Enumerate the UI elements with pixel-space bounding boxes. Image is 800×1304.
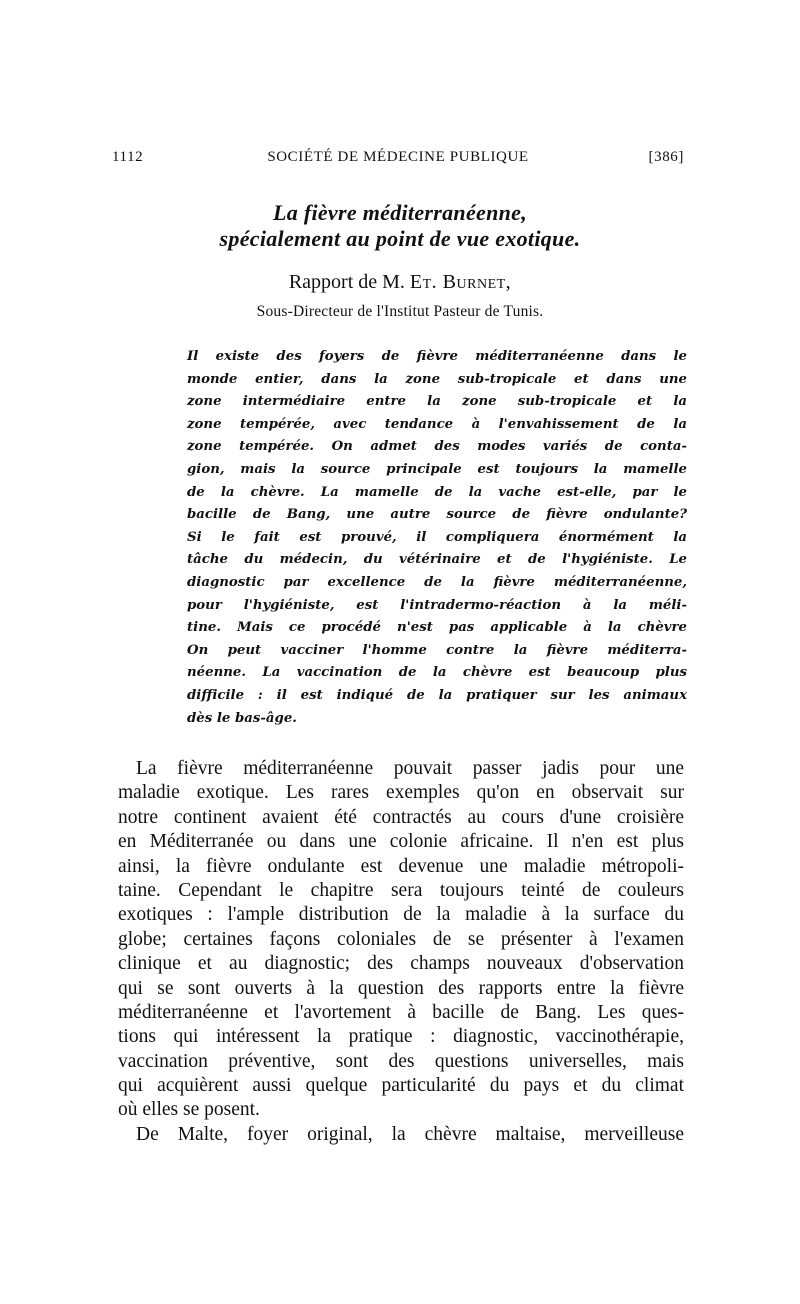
abstract-line: monde entier, dans la zone sub-tropicale et dans une xyxy=(187,371,687,387)
abstract-line: néenne. La vaccination de la chèvre est beaucoup plus xyxy=(187,665,687,681)
body-line: De Malte, foyer original, la chèvre maltaise, merveilleuse xyxy=(136,1123,684,1145)
body-line: globe; certaines façons coloniales de se présenter à l'examen xyxy=(118,928,684,950)
abstract-line: gion, mais la source principale est toujours la mamelle xyxy=(187,461,687,477)
abstract-line: pour l'hygiéniste, est l'intradermo-réaction à la méli- xyxy=(187,597,687,613)
abstract-line: bacille de Bang, une autre source de fièvre ondulante? xyxy=(187,507,687,523)
body-line: en Méditerranée ou dans une colonie africaine. Il n'en est plus xyxy=(118,831,684,853)
body-line: maladie exotique. Les rares exemples qu'on en observait sur xyxy=(118,782,684,804)
author-name: Et. Burnet, xyxy=(409,271,512,293)
abstract-line: On peut vacciner l'homme contre la fièvre méditerra- xyxy=(187,642,687,658)
byline xyxy=(100,269,700,295)
body-line: vaccination préventive, sont des questions universelles, mais xyxy=(118,1050,684,1072)
abstract-line: dès le bas-âge. xyxy=(187,710,297,726)
body-line: taine. Cependant le chapitre sera toujours teinté de couleurs xyxy=(118,879,684,901)
body-line: méditerranéenne et l'avortement à bacille de Bang. Les ques- xyxy=(118,1001,684,1023)
body-line: tions qui intéressent la pratique : diagnostic, vaccinothérapie, xyxy=(118,1026,684,1048)
abstract-line: de la chèvre. La mamelle de la vache est-elle, par le xyxy=(187,484,687,500)
body-line: notre continent avaient été contractés au cours d'une croisière xyxy=(118,806,684,828)
body-line: exotiques : l'ample distribution de la maladie à la surface du xyxy=(118,904,684,926)
abstract-line: difficile : il est indiqué de la pratiquer sur les animaux xyxy=(187,687,687,703)
abstract-line: zone tempérée. On admet des modes variés de conta- xyxy=(187,439,687,455)
abstract-line: tine. Mais ce procédé n'est pas applicable à la chèvre xyxy=(187,620,687,636)
body-line: La fièvre méditerranéenne pouvait passer jadis pour une xyxy=(136,758,684,779)
body-text xyxy=(118,757,684,1147)
body-line: où elles se posent. xyxy=(118,1099,260,1121)
abstract-line: zone intermédiaire entre la zone sub-tropicale et la xyxy=(187,394,687,410)
article-title-line-2: spécialement au point de vue exotique. xyxy=(219,226,581,251)
byline-prefix: Rapport de M. xyxy=(288,271,410,293)
article-title-line-1: La fièvre méditerranéenne, xyxy=(272,200,528,225)
abstract-line: zone tempérée, avec tendance à l'envahissement de la xyxy=(187,416,687,432)
abstract-line: Si le fait est prouvé, il compliquera énormément la xyxy=(187,529,687,545)
body-line: clinique et au diagnostic; des champs nouveaux d'observation xyxy=(118,953,684,975)
abstract xyxy=(187,346,687,730)
running-title: SOCIÉTÉ DE MÉDECINE PUBLIQUE xyxy=(267,149,529,165)
page-reference: [386] xyxy=(648,149,684,165)
abstract-line: diagnostic par excellence de la fièvre méditerranéenne, xyxy=(187,574,687,590)
abstract-line: Il existe des foyers de fièvre méditerranéenne dans le xyxy=(187,349,687,364)
page-header xyxy=(112,149,684,171)
abstract-line: tâche du médecin, du vétérinaire et de l'hygiéniste. Le xyxy=(187,552,687,568)
body-line: qui se sont ouverts à la question des rapports entre la fièvre xyxy=(118,977,684,999)
body-line: qui acquièrent aussi quelque particularité du pays et du climat xyxy=(118,1075,684,1097)
author-affiliation: Sous-Directeur de l'Institut Pasteur de Tunis. xyxy=(256,303,544,320)
page-number: 1112 xyxy=(112,149,144,165)
body-line: ainsi, la fièvre ondulante est devenue une maladie métropoli- xyxy=(118,855,684,877)
